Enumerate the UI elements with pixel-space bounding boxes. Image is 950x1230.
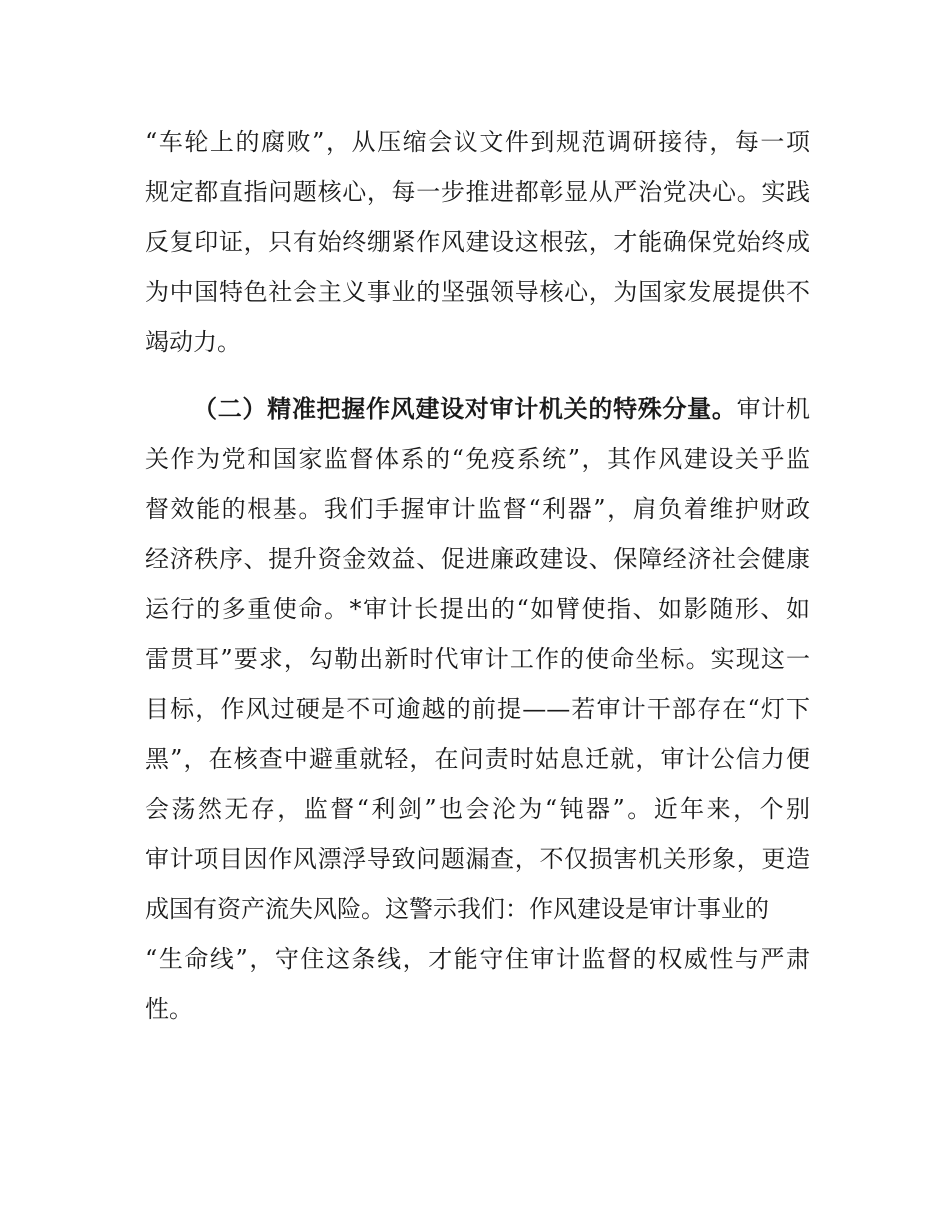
paragraph-2-line: 审计项目因作风漂浮导致问题漏查，不仅损害机关形象，更造 (145, 845, 810, 873)
section-heading: （二）精准把握作风建设对审计机关的特殊分量。 (193, 395, 737, 423)
paragraph-2-line: 关作为党和国家监督体系的“免疫系统”，其作风建设关乎监 (145, 445, 810, 473)
paragraph-2-line: 督效能的根基。我们手握审计监督“利器”，肩负着维护财政 (145, 495, 810, 523)
paragraph-1-line: “车轮上的腐败”，从压缩会议文件到规范调研接待，每一项 (145, 128, 810, 156)
paragraph-2-first-line-text: 审计机 (736, 395, 811, 423)
paragraph-1-line: 规定都直指问题核心，每一步推进都彰显从严治党决心。实践 (145, 178, 810, 206)
paragraph-2-line: “生命线”，守住这条线，才能守住审计监督的权威性与严肃 (145, 945, 810, 973)
paragraph-1-line: 竭动力。 (145, 328, 241, 356)
paragraph-2-line: 运行的多重使命。*审计长提出的“如臂使指、如影随形、如 (145, 595, 810, 623)
paragraph-2-line: 雷贯耳”要求，勾勒出新时代审计工作的使命坐标。实现这一 (145, 645, 810, 673)
paragraph-2-first-line (193, 389, 810, 429)
paragraph-2-line: 成国有资产流失风险。这警示我们：作风建设是审计事业的 (145, 895, 769, 923)
paragraph-1-line: 为中国特色社会主义事业的坚强领导核心，为国家发展提供不 (145, 278, 810, 306)
paragraph-2-line: 性。 (145, 995, 193, 1023)
paragraph-2-line: 会荡然无存，监督“利剑”也会沦为“钝器”。近年来，个别 (145, 795, 810, 823)
paragraph-1-line: 反复印证，只有始终绷紧作风建设这根弦，才能确保党始终成 (145, 228, 810, 256)
paragraph-2-line: 黑”，在核查中避重就轻，在问责时姑息迁就，审计公信力便 (145, 745, 810, 773)
paragraph-2-line: 经济秩序、提升资金效益、促进廉政建设、保障经济社会健康 (145, 545, 810, 573)
paragraph-2-line: 目标，作风过硬是不可逾越的前提——若审计干部存在“灯下 (145, 695, 810, 723)
